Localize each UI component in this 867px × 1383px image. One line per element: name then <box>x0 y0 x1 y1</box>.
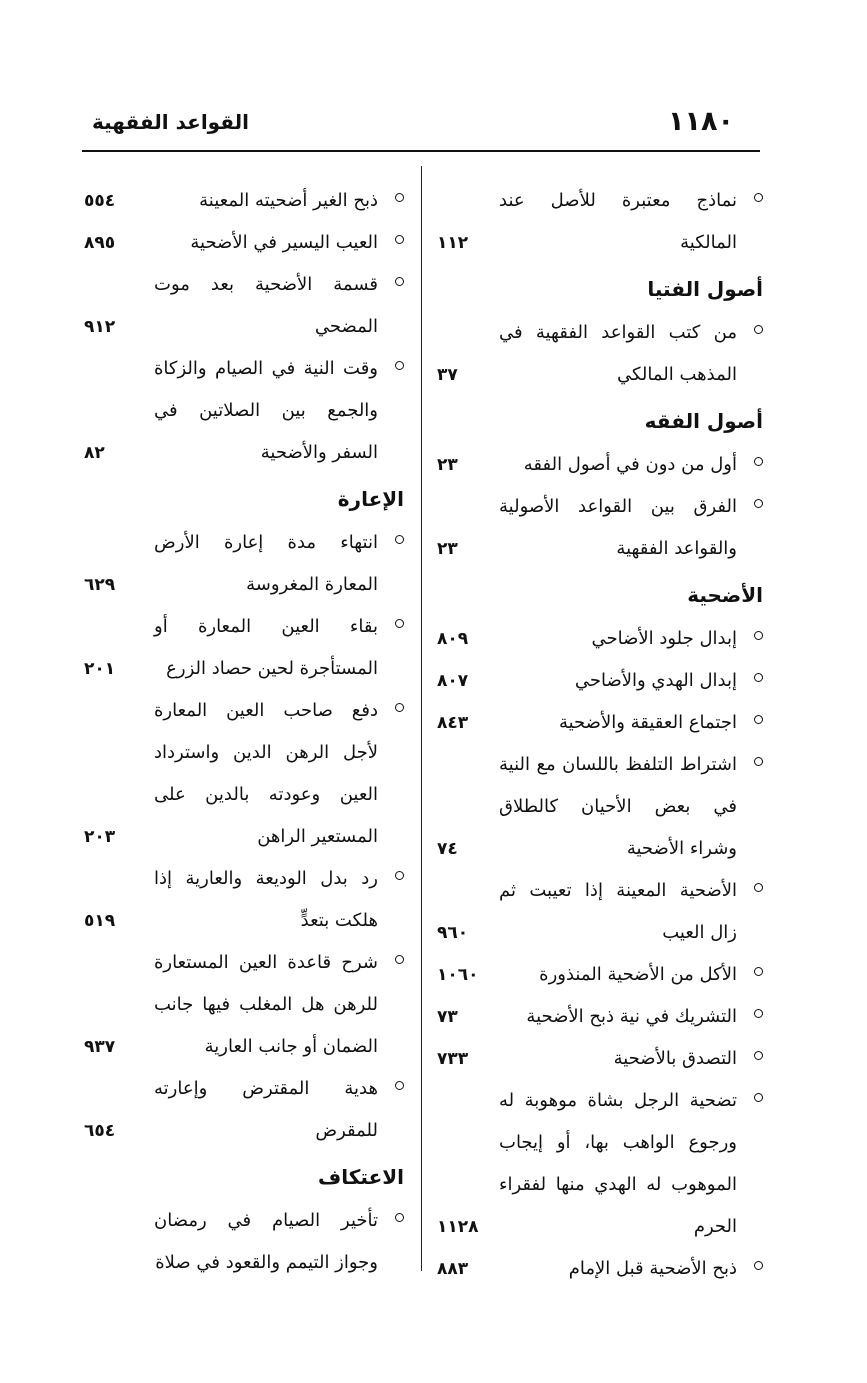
entry-text: الأكل من الأضحية المنذورة <box>539 964 737 985</box>
entry-page-number: ٨٢ <box>84 443 105 463</box>
entry-text: شرح قاعدة العين المستعارة للرهن هل المغلب فيها جانب الضمان أو جانب العارية <box>154 952 378 1057</box>
index-entry <box>84 222 404 264</box>
index-entry <box>437 444 763 486</box>
entry-text: الأضحية المعينة إذا تعيبت ثم زال العيب <box>499 880 737 943</box>
entry-text: ذبح الغير أضحيته المعينة <box>199 190 378 211</box>
section-heading: الاعتكاف <box>318 1165 404 1189</box>
entry-page-number: ٧٣٣ <box>437 1049 469 1069</box>
entry-page-number: ٧٤ <box>437 839 458 859</box>
entry-page-number: ٨٩٥ <box>84 233 116 253</box>
index-entry <box>437 702 763 744</box>
column-divider <box>421 166 422 1271</box>
bullet-circle-icon <box>754 1009 763 1018</box>
bullet-circle-icon <box>395 277 404 286</box>
entry-page-number: ٨٠٩ <box>437 629 469 649</box>
bullet-circle-icon <box>754 1261 763 1270</box>
bullet-circle-icon <box>754 325 763 334</box>
index-column-right <box>437 180 763 1290</box>
bullet-circle-icon <box>754 1093 763 1102</box>
entry-text: التشريك في نية ذبح الأضحية <box>526 1006 737 1027</box>
bullet-circle-icon <box>754 193 763 202</box>
index-entry <box>437 486 763 570</box>
entry-page-number: ٢٣ <box>437 539 458 559</box>
entry-text: العيب اليسير في الأضحية <box>190 232 378 253</box>
index-entry <box>437 1080 763 1248</box>
entry-page-number: ٩١٢ <box>84 317 116 337</box>
bullet-circle-icon <box>395 1081 404 1090</box>
entry-page-number: ٩٣٧ <box>84 1037 116 1057</box>
page-number: ١١٨٠ <box>668 106 734 137</box>
header-rule <box>82 150 760 152</box>
entry-text: أول من دون في أصول الفقه <box>523 454 737 475</box>
entry-page-number: ٦٢٩ <box>84 575 116 595</box>
bullet-circle-icon <box>395 955 404 964</box>
index-entry <box>437 1248 763 1290</box>
index-entry <box>437 1038 763 1080</box>
entry-text: وقت النية في الصيام والزكاة والجمع بين الصلاتين في السفر والأضحية <box>154 358 378 463</box>
index-entry <box>84 1200 404 1284</box>
bullet-circle-icon <box>395 361 404 370</box>
entry-text: دفع صاحب العين المعارة لأجل الرهن الدين واسترداد العين وعودته بالدين على المستعير الراهن <box>154 700 378 847</box>
bullet-circle-icon <box>754 673 763 682</box>
entry-page-number: ٥٥٤ <box>84 191 116 211</box>
entry-page-number: ٢٠٣ <box>84 827 116 847</box>
index-entry <box>437 996 763 1038</box>
bullet-circle-icon <box>754 883 763 892</box>
entry-text: تأخير الصيام في رمضان وجواز التيمم والقعود في صلاة <box>154 1210 378 1273</box>
index-entry <box>437 180 763 264</box>
index-entry <box>437 618 763 660</box>
index-entry <box>437 870 763 954</box>
section-heading: الأضحية <box>687 583 763 607</box>
entry-text: اجتماع العقيقة والأضحية <box>558 712 737 733</box>
index-entry <box>84 522 404 606</box>
entry-text: نماذج معتبرة للأصل عند المالكية <box>499 190 737 253</box>
index-entry <box>437 660 763 702</box>
bullet-circle-icon <box>395 193 404 202</box>
index-entry <box>84 180 404 222</box>
bullet-circle-icon <box>395 619 404 628</box>
entry-text: انتهاء مدة إعارة الأرض المعارة المغروسة <box>154 532 378 595</box>
index-entry <box>437 954 763 996</box>
entry-page-number: ٢٣ <box>437 455 458 475</box>
entry-page-number: ٥١٩ <box>84 911 116 931</box>
entry-page-number: ٧٣ <box>437 1007 458 1027</box>
index-entry <box>84 348 404 474</box>
bullet-circle-icon <box>754 631 763 640</box>
bullet-circle-icon <box>754 499 763 508</box>
bullet-circle-icon <box>395 1213 404 1222</box>
entry-text: التصدق بالأضحية <box>613 1048 737 1069</box>
index-entry <box>437 312 763 396</box>
bullet-circle-icon <box>395 703 404 712</box>
section-heading: أصول الفقه <box>644 409 763 433</box>
bullet-circle-icon <box>754 457 763 466</box>
entry-page-number: ١٠٦٠ <box>437 965 479 985</box>
entry-page-number: ٢٠١ <box>84 659 116 679</box>
entry-text: تضحية الرجل بشاة موهوبة له ورجوع الواهب بها، أو إيجاب الموهوب له الهدي منها لفقراء الحرم <box>499 1090 737 1237</box>
entry-text: هدية المقترض وإعارته للمقرض <box>154 1078 378 1141</box>
index-entry <box>84 858 404 942</box>
section-heading: الإعارة <box>337 487 404 511</box>
entry-text: إبدال الهدي والأضاحي <box>574 670 737 691</box>
entry-text: من كتب القواعد الفقهية في المذهب المالكي <box>499 322 737 385</box>
entry-text: اشتراط التلفظ باللسان مع النية في بعض الأحيان كالطلاق وشراء الأضحية <box>499 754 737 859</box>
entry-text: قسمة الأضحية بعد موت المضحي <box>154 274 378 337</box>
index-entry <box>84 1068 404 1152</box>
index-entry <box>84 264 404 348</box>
bullet-circle-icon <box>395 235 404 244</box>
index-entry <box>84 690 404 858</box>
index-entry <box>84 606 404 690</box>
entry-text: الفرق بين القواعد الأصولية والقواعد الفقهية <box>499 496 737 559</box>
bullet-circle-icon <box>395 535 404 544</box>
entry-text: رد بدل الوديعة والعارية إذا هلكت بتعدٍّ <box>154 868 378 931</box>
section-heading: أصول الفتيا <box>647 277 763 301</box>
index-entry <box>84 942 404 1068</box>
entry-page-number: ٨٠٧ <box>437 671 469 691</box>
bullet-circle-icon <box>754 1051 763 1060</box>
entry-page-number: ٨٨٣ <box>437 1259 469 1279</box>
entry-page-number: ٩٦٠ <box>437 923 469 943</box>
running-title: القواعد الفقهية <box>92 110 249 134</box>
entry-page-number: ٣٧ <box>437 365 458 385</box>
entry-text: إبدال جلود الأضاحي <box>591 628 737 649</box>
entry-page-number: ١١٢٨ <box>437 1217 479 1237</box>
entry-text: بقاء العين المعارة أو المستأجرة لحين حصاد الزرع <box>154 616 378 679</box>
entry-page-number: ١١٢ <box>437 233 469 253</box>
bullet-circle-icon <box>754 967 763 976</box>
entry-page-number: ٦٥٤ <box>84 1121 116 1141</box>
index-entry <box>437 744 763 870</box>
bullet-circle-icon <box>395 871 404 880</box>
entry-page-number: ٨٤٣ <box>437 713 469 733</box>
bullet-circle-icon <box>754 715 763 724</box>
index-column-left <box>84 180 404 1284</box>
entry-text: ذبح الأضحية قبل الإمام <box>568 1258 737 1279</box>
bullet-circle-icon <box>754 757 763 766</box>
